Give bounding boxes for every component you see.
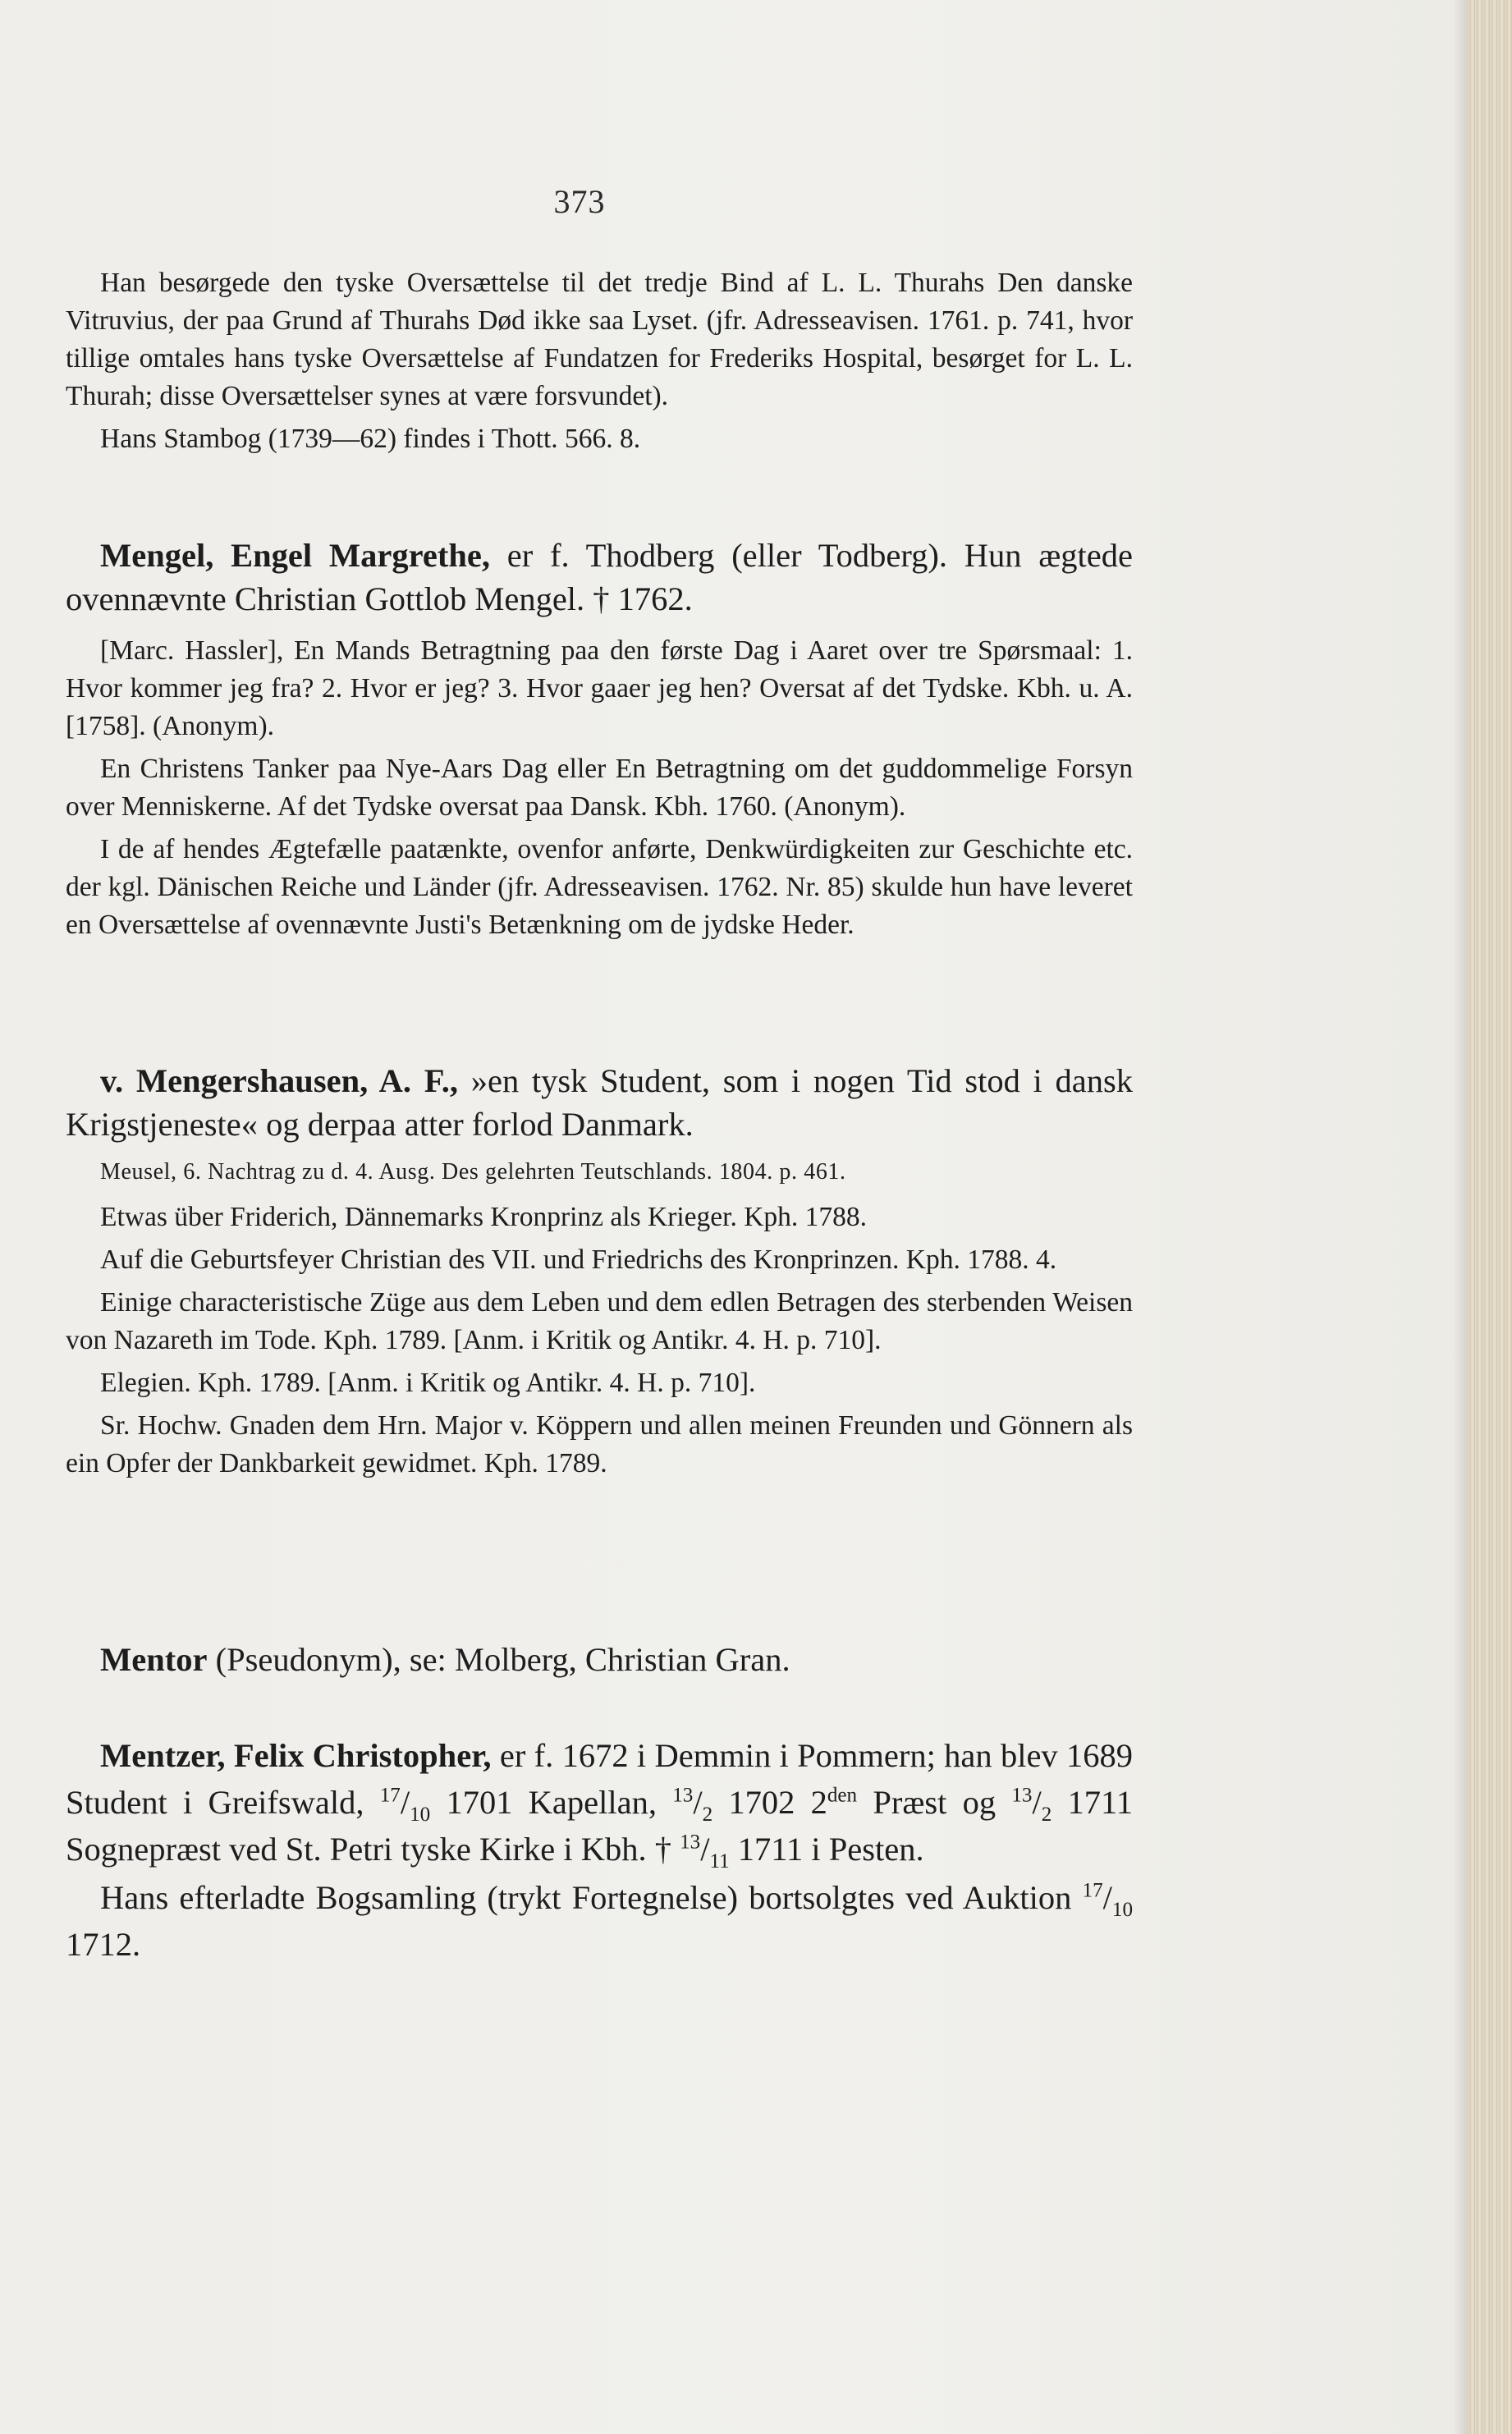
entry-mentor-name: Mentor	[100, 1641, 208, 1678]
work-item: Elegien. Kph. 1789. [Anm. i Kritik og Antikr. 4. H. p. 710].	[100, 1368, 756, 1398]
library-text: Hans efterladte Bogsamling (trykt Fortegnelse) bortsolgtes ved Auktion	[100, 1879, 1083, 1916]
entry-mentzer-bio: er f. 1672 i Demmin i Pommern; han blev 1689 Student i Greifswald,	[66, 1737, 1133, 1821]
entry-mentor	[66, 1638, 1133, 1681]
fraction-numerator: 13	[672, 1784, 694, 1807]
entry-mengershausen-name: v. Mengershausen, A. F.,	[100, 1062, 459, 1099]
ordinal-suffix: den	[827, 1784, 858, 1807]
continuation-block	[66, 264, 1133, 458]
entry-mentzer-bio: 1711 Sognepræst ved St. Petri tyske Kirke i Kbh. †	[66, 1784, 1134, 1868]
work-item: Auf die Geburtsfeyer Christian des VII. und Friedrichs des Kronprinzen. Kph. 1788. 4.	[100, 1245, 1057, 1275]
fraction-denominator: 10	[1111, 1899, 1133, 1922]
page-stack-edge	[1468, 0, 1512, 2434]
page-number: 373	[553, 183, 606, 220]
entry-mentzer-bio: Præst og	[857, 1784, 1012, 1821]
library-text: 1712.	[66, 1926, 141, 1963]
work-item: I de af hendes Ægtefælle paatænkte, ovenfor anførte, Denkwürdigkeiten zur Geschichte etc. der kgl. Dänischen Reiche und Länder (jfr. Adresseavisen. 1762. Nr. 85) skulde hun have leveret en Oversættelse af ovennævnte Justi's Betænkning om de jydske Heder.	[66, 834, 1133, 940]
entry-mentzer-bio: 1702 2	[712, 1784, 827, 1821]
fraction-numerator: 17	[1082, 1879, 1103, 1902]
entry-mentzer	[66, 1732, 1133, 1968]
fraction-numerator: 13	[1011, 1784, 1033, 1807]
entry-mentzer-heading: Mentzer, Felix Christopher, er f. 1672 i Demmin i Pommern; han blev 1689 Student i Greifswald, $^{17}/_{10}$ 1701 Kapellan, $^{13}/_2$ 1702 $2^{den}$ Præst og $^{13}/_2$ 1711 Sognepræst ved St. Petri tyske Kirke i Kbh. † $^{13}/_{11}$ 1711 i Pesten.	[66, 1737, 1134, 1873]
continuation-paragraph: Han besørgede den tyske Oversættelse til det tredje Bind af L. L. Thurahs Den danske Vitruvius, der paa Grund af Thurahs Død ikke saa Lyset. (jfr. Adresseavisen. 1761. p. 741, hvor tillige omtales hans tyske Oversættelse af Fundatzen for Frederiks Hospital, besørget for L. L. Thurah; disse Oversættelser synes at være forsvundet).	[66, 268, 1133, 411]
entry-mentzer-bio: 1701 Kapellan,	[430, 1784, 673, 1821]
fraction-denominator: 10	[410, 1804, 431, 1827]
fraction-numerator: 13	[680, 1831, 701, 1854]
entry-mengel-bio: er f. Thodberg (eller Todberg). Hun ægtede ovennævnte Christian Gottlob Mengel. † 1762.	[66, 537, 1133, 617]
work-item: Etwas über Friderich, Dännemarks Kronprinz als Krieger. Kph. 1788.	[100, 1202, 868, 1232]
entry-mengershausen-bio: »en tysk Student, som i nogen Tid stod i dansk Krigstjeneste« og derpaa atter forlod Danmark.	[66, 1062, 1133, 1143]
entry-mentzer-bio: 1711 i Pesten.	[729, 1831, 924, 1868]
entry-mengershausen-heading	[66, 1059, 1133, 1146]
source-reference: Meusel, 6. Nachtrag zu d. 4. Ausg. Des gelehrten Teutschlands. 1804. p. 461.	[100, 1159, 846, 1185]
fraction-denominator: 11	[709, 1850, 730, 1873]
entry-mengel	[66, 534, 1133, 944]
entry-mentor-heading	[66, 1638, 1133, 1681]
entry-mengel-name: Mengel, Engel Margrethe,	[100, 537, 490, 574]
fraction-numerator: 17	[379, 1784, 401, 1807]
entry-mentzer-name: Mentzer, Felix Christopher,	[100, 1737, 492, 1774]
entry-mentzer-library: Hans efterladte Bogsamling (trykt Fortegnelse) bortsolgtes ved Auktion $^{17}/_{10}$ 1712.	[66, 1879, 1133, 1963]
stambog-note: Hans Stambog (1739—62) findes i Thott. 566. 8.	[100, 424, 641, 454]
work-item: [Marc. Hassler], En Mands Betragtning paa den første Dag i Aaret over tre Spørsmaal: 1. Hvor kommer jeg fra? 2. Hvor er jeg? 3. Hvor gaaer jeg hen? Oversat af det Tydske. Kbh. u. A. [1758]. (Anonym).	[66, 635, 1133, 741]
work-item: Einige characteristische Züge aus dem Leben und dem edlen Betragen des sterbenden Weisen von Nazareth im Tode. Kph. 1789. [Anm. i Kritik og Antikr. 4. H. p. 710].	[66, 1287, 1133, 1355]
entry-mengel-heading	[66, 534, 1133, 621]
entry-mentor-bio: (Pseudonym), se: Molberg, Christian Gran.	[207, 1641, 790, 1678]
fraction-denominator: 2	[1041, 1804, 1052, 1827]
fraction-denominator: 2	[702, 1804, 713, 1827]
work-item: Sr. Hochw. Gnaden dem Hrn. Major v. Köppern und allen meinen Freunden und Gönnern als ein Opfer der Dankbarkeit gewidmet. Kph. 1789.	[66, 1410, 1133, 1478]
work-item: En Christens Tanker paa Nye-Aars Dag eller En Betragtning om det guddommelige Forsyn over Menniskerne. Af det Tydske oversat paa Dansk. Kbh. 1760. (Anonym).	[66, 754, 1133, 822]
entry-mengershausen	[66, 1059, 1133, 1483]
